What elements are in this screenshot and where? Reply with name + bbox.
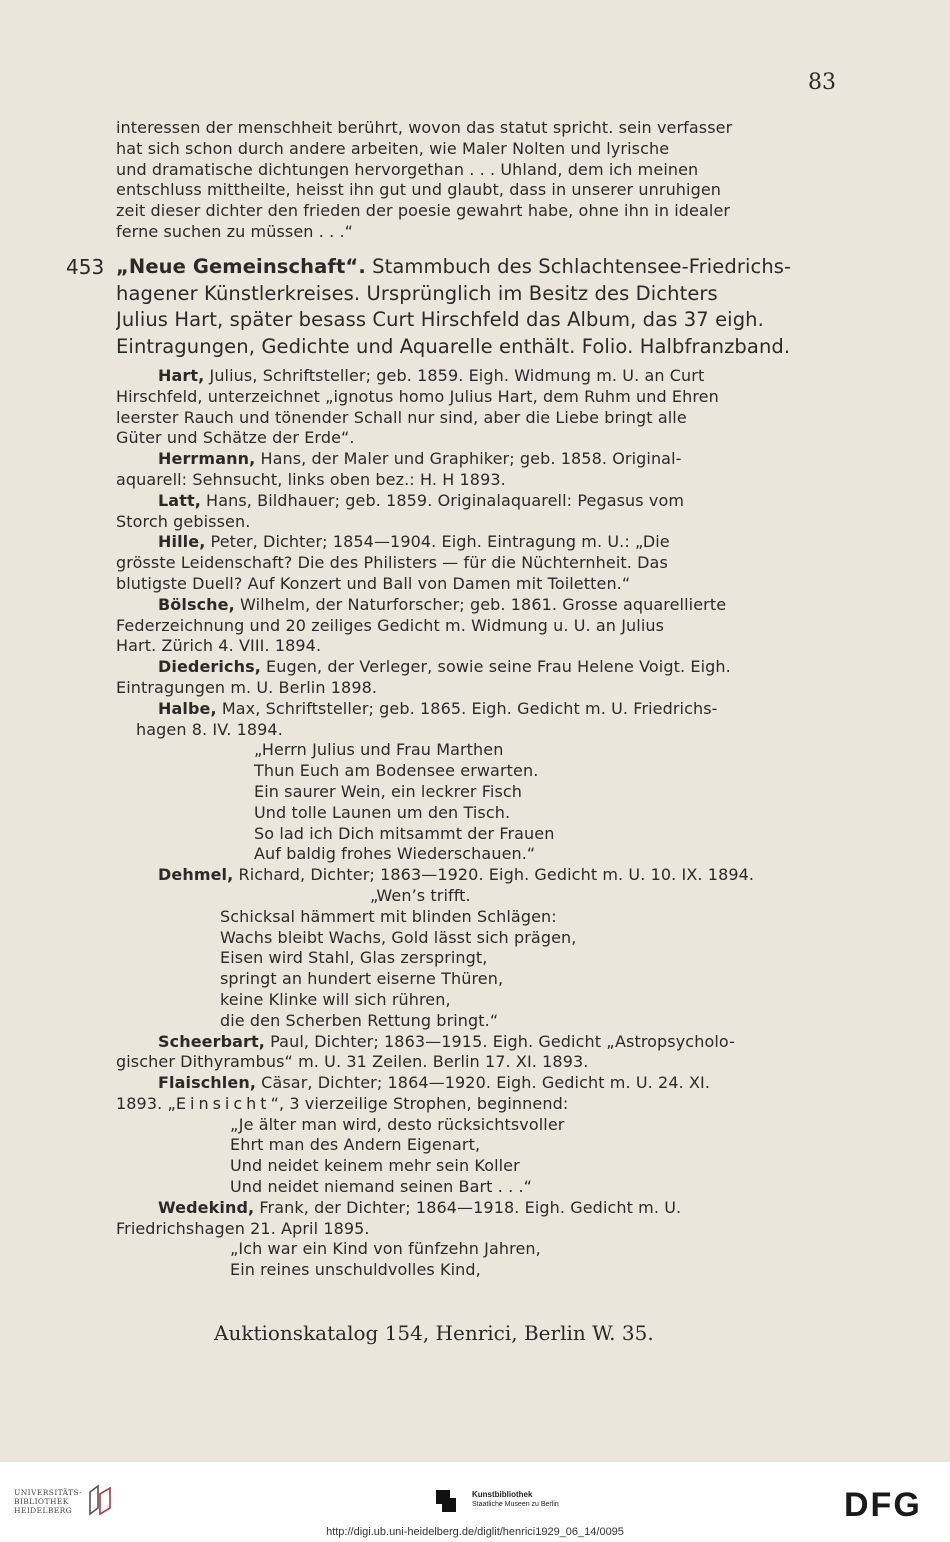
text-line: Güter und Schätze der Erde“. bbox=[116, 428, 355, 448]
poem-line: Thun Euch am Bodensee erwarten. bbox=[254, 761, 539, 781]
poem-line: So lad ich Dich mitsammt der Frauen bbox=[254, 823, 555, 843]
page-number: 83 bbox=[808, 70, 836, 95]
university-library-label: UNIVERSITÄTS- BIBLIOTHEK HEIDELBERG bbox=[14, 1488, 83, 1515]
text-line: aquarell: Sehnsucht, links oben bez.: H. H 1893. bbox=[116, 469, 506, 489]
poem-line: Eisen wird Stahl, Glas zerspringt, bbox=[220, 948, 488, 968]
poem-line: die den Scherben Rettung bringt.“ bbox=[220, 1010, 499, 1030]
text-line: 1893. „Einsicht“, 3 vierzeilige Strophen, beginnend: bbox=[116, 1093, 569, 1113]
poem-line: Ein reines unschuldvolles Kind, bbox=[230, 1260, 481, 1280]
entry-boelsche: Bölsche, Wilhelm, der Naturforscher; geb. 1861. Grosse aquarellierte bbox=[158, 594, 727, 614]
catalog-footer: Auktionskatalog 154, Henrici, Berlin W. 35. bbox=[214, 1321, 654, 1345]
poem-line: Wachs bleibt Wachs, Gold lässt sich prägen, bbox=[220, 927, 577, 947]
source-url[interactable]: http://digi.ub.uni-heidelberg.de/diglit/henrici1929_06_14/0095 bbox=[326, 1526, 624, 1538]
poem-line: Auf baldig frohes Wiederschauen.“ bbox=[254, 844, 536, 864]
text-line: Eintragungen m. U. Berlin 1898. bbox=[116, 677, 378, 697]
entry-latt: Latt, Hans, Bildhauer; geb. 1859. Originalaquarell: Pegasus vom bbox=[158, 490, 685, 510]
text-line: Hart. Zürich 4. VIII. 1894. bbox=[116, 636, 322, 656]
text-line: Julius Hart, später besass Curt Hirschfeld das Album, das 37 eigh. bbox=[116, 308, 764, 331]
text-line: Storch gebissen. bbox=[116, 511, 251, 531]
entry-flaischlen: Flaischlen, Cäsar, Dichter; 1864—1920. Eigh. Gedicht m. U. 24. XI. bbox=[158, 1073, 711, 1093]
text-line: hat sich schon durch andere arbeiten, wie Maler Nolten und lyrische bbox=[116, 138, 670, 158]
text-line: Hirschfeld, unterzeichnet „ignotus homo Julius Hart, dem Ruhm und Ehren bbox=[116, 386, 719, 406]
entry-hart: Hart, Julius, Schriftsteller; geb. 1859. Eigh. Widmung m. U. an Curt bbox=[158, 366, 705, 385]
digitization-bar: UNIVERSITÄTS- BIBLIOTHEK HEIDELBERG Kunstbibliothek Staatliche Museen zu Berlin DFG http://digi.ub.uni-heidelberg.de/diglit/henrici1929_06_14/0095 bbox=[0, 1462, 950, 1542]
text-line: Friedrichshagen 21. April 1895. bbox=[116, 1218, 370, 1238]
text-line: zeit dieser dichter den frieden der poesie gewahrt habe, ohne ihn in idealer bbox=[116, 201, 731, 221]
text-line: interessen der menschheit berührt, wovon das statut spricht. sein verfasser bbox=[116, 118, 733, 137]
poem-line: Und neidet keinem mehr sein Koller bbox=[230, 1156, 520, 1176]
entry-diederichs: Diederichs, Eugen, der Verleger, sowie seine Frau Helene Voigt. Eigh. bbox=[158, 657, 731, 677]
poem-line: Ein saurer Wein, ein leckrer Fisch bbox=[254, 781, 523, 801]
text-line: Federzeichnung und 20 zeiliges Gedicht m. Widmung u. U. an Julius bbox=[116, 615, 665, 635]
dfg-logo: DFG bbox=[844, 1486, 922, 1524]
poem-line: „Je älter man wird, desto rücksichtsvoller bbox=[230, 1114, 565, 1134]
poem-line: Schicksal hämmert mit blinden Schlägen: bbox=[220, 906, 557, 926]
text-line: „Neue Gemeinschaft“. Stammbuch des Schlachtensee-Friedrichs- bbox=[116, 255, 792, 278]
text-line: entschluss mittheilte, heisst ihn gut und glaubt, dass in unserer unruhigen bbox=[116, 180, 722, 200]
text-line: blutigste Duell? Auf Konzert und Ball von Damen mit Toiletten.“ bbox=[116, 573, 631, 593]
poem-title: „Wen’s trifft. bbox=[370, 885, 471, 905]
entry-dehmel: Dehmel, Richard, Dichter; 1863—1920. Eigh. Gedicht m. U. 10. IX. 1894. bbox=[158, 865, 755, 885]
poem-line: keine Klinke will sich rühren, bbox=[220, 989, 451, 1009]
poem-title: Einsicht bbox=[175, 1093, 271, 1113]
entry-wedekind: Wedekind, Frank, der Dichter; 1864—1918. Eigh. Gedicht m. U. bbox=[158, 1197, 682, 1217]
text-line: ferne suchen zu müssen . . .“ bbox=[116, 221, 354, 241]
poem-line: Und neidet niemand seinen Bart . . .“ bbox=[230, 1177, 533, 1197]
text-line: hagener Künstlerkreises. Ursprünglich im Besitz des Dichters bbox=[116, 281, 718, 305]
entry-halbe: Halbe, Max, Schriftsteller; geb. 1865. Eigh. Gedicht m. U. Friedrichs- bbox=[158, 698, 718, 718]
intro-paragraph bbox=[116, 118, 834, 243]
text-line: Eintragungen, Gedichte und Aquarelle enthält. Folio. Halbfranzband. bbox=[116, 334, 791, 358]
lot-description bbox=[116, 254, 834, 360]
poem-line: Ehrt man des Andern Eigenart, bbox=[230, 1135, 481, 1155]
album-entries bbox=[116, 366, 834, 1281]
text-line: und dramatische dichtungen hervorgethan . . . Uhland, dem ich meinen bbox=[116, 159, 699, 179]
text-line: hagen 8. IV. 1894. bbox=[136, 719, 283, 739]
poem-line: „Herrn Julius und Frau Marthen bbox=[254, 740, 504, 760]
entry-scheerbart: Scheerbart, Paul, Dichter; 1863—1915. Eigh. Gedicht „Astropsycholo- bbox=[158, 1031, 735, 1051]
text-line: leerster Rauch und tönender Schall nur sind, aber die Liebe bringt alle bbox=[116, 407, 687, 427]
lot-title: „Neue Gemeinschaft“. bbox=[116, 255, 366, 278]
poem-line: springt an hundert eiserne Thüren, bbox=[220, 969, 504, 989]
university-logo-icon bbox=[86, 1484, 116, 1516]
lot-number: 453 bbox=[66, 255, 105, 279]
text-line: grösste Leidenschaft? Die des Philisters — für die Nüchternheit. Das bbox=[116, 553, 668, 573]
text-line: gischer Dithyrambus“ m. U. 31 Zeilen. Berlin 17. XI. 1893. bbox=[116, 1052, 589, 1072]
kunstbibliothek-mark-icon bbox=[436, 1490, 456, 1512]
poem-line: „Ich war ein Kind von fünfzehn Jahren, bbox=[230, 1239, 541, 1259]
entry-herrmann: Herrmann, Hans, der Maler und Graphiker; geb. 1858. Original- bbox=[158, 449, 682, 469]
poem-line: Und tolle Launen um den Tisch. bbox=[254, 802, 511, 822]
entry-hille: Hille, Peter, Dichter; 1854—1904. Eigh. Eintragung m. U.: „Die bbox=[158, 532, 670, 552]
